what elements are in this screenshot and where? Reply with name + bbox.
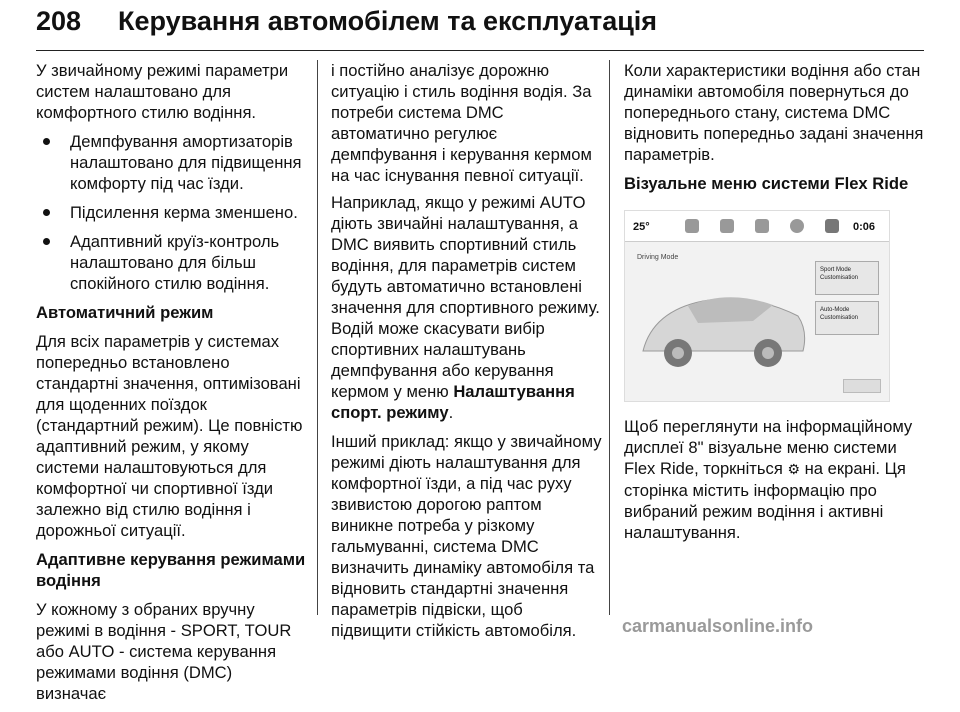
flex-ride-icon: ⚙ (787, 461, 800, 477)
paragraph-text: . (448, 403, 454, 422)
confirm-bar[interactable] (843, 379, 881, 393)
paragraph: Інший приклад: якщо у звичайному режимі діють налаштування для комфортної їзди, а під час руху звивистою дорогою раптом виникне потреба у різкому гальмуванні, система DMC визначить динаміку автомобіля та відновить стандартні значення параметрів підвіски, щоб підвищити стійкість автомобіля. (331, 432, 602, 640)
paragraph: У кожному з обраних вручну режимі в водіння - SPORT, TOUR або AUTO - система керування режимами водіння (DMC) визначає (36, 600, 292, 703)
column-3 (624, 60, 924, 551)
paragraph: Коли характеристики водіння або стан динаміки автомобіля повернуться до попереднього стану, система DMC відновить попередньо задані значення параметрів. (624, 61, 924, 164)
page-header (36, 0, 924, 51)
sport-mode-customisation-button[interactable]: Sport Mode Customisation (815, 261, 879, 295)
screen-top-bar (625, 211, 889, 242)
column-divider (609, 60, 610, 615)
flex-ride-screen-image (624, 210, 890, 402)
page-number: 208 (36, 6, 82, 36)
list-item: Підсилення керма зменшено. (36, 202, 306, 223)
section-heading: Автоматичний режим (36, 303, 214, 322)
paragraph-text: Наприклад, якщо у режимі AUTO діють звичайні налаштування, а DMC виявить спортивний стиль водіння, для параметрів систем будуть автоматично встановлені значення для спортивного режиму. Водій може скасувати вибір спортивних налаштувань демпфування або керування кермом у меню (331, 193, 600, 401)
phone-icon (720, 219, 734, 233)
menu-name: Налаштування спорт. режиму (331, 382, 575, 422)
music-icon (685, 219, 699, 233)
bullet-list (36, 131, 306, 294)
profile-icon (790, 219, 804, 233)
section-heading: Адаптивне керування режимами водіння (36, 550, 306, 590)
section-heading: Візуальне меню системи Flex Ride (624, 174, 909, 193)
paragraph (624, 416, 924, 543)
column-1 (36, 60, 306, 712)
temperature-readout: 25° (633, 221, 650, 233)
settings-icon (755, 219, 769, 233)
clock-readout: 0:06 (852, 221, 875, 233)
paragraph (331, 192, 603, 423)
driving-mode-label: Driving Mode (637, 254, 679, 261)
column-divider (317, 60, 318, 615)
intro-paragraph: У звичайному режимі параметри систем налаштовано для комфортного стилю водіння. (36, 61, 289, 122)
auto-mode-customisation-button[interactable]: Auto-Mode Customisation (815, 301, 879, 335)
column-2 (331, 60, 603, 649)
paragraph-text: на екрані. Ця сторінка містить інформацію про вибраний режим водіння і активні налаштування. (624, 459, 906, 542)
car-icon (825, 219, 839, 233)
watermark: carmanualsonline.info (622, 616, 814, 636)
chapter-title: Керування автомобілем та експлуатація (118, 6, 658, 36)
paragraph: Для всіх параметрів у системах попередньо встановлено стандартні значення, оптимізовані для щоденних поїздок (стандартний режим). Це повністю адаптивний режим, у якому системи налаштовуються для комфортної чи спортивної їзди залежно від стилю водіння і дорожньої ситуації. (36, 332, 303, 540)
paragraph-text: Щоб переглянути на інформаційному дисплеї 8" візуальне меню системи Flex Ride, торкніться (624, 417, 913, 478)
car-illustration-icon (633, 271, 813, 381)
list-item: Демпфування амортизаторів налаштовано для підвищення комфорту під час їзди. (36, 131, 306, 194)
paragraph: і постійно аналізує дорожню ситуацію і стиль водіння водія. За потреби система DMC автоматично регулює демпфування і керування кермом на час існування певної ситуації. (331, 61, 592, 185)
list-item: Адаптивний круїз-контроль налаштовано для більш спокійного стилю водіння. (36, 231, 306, 294)
